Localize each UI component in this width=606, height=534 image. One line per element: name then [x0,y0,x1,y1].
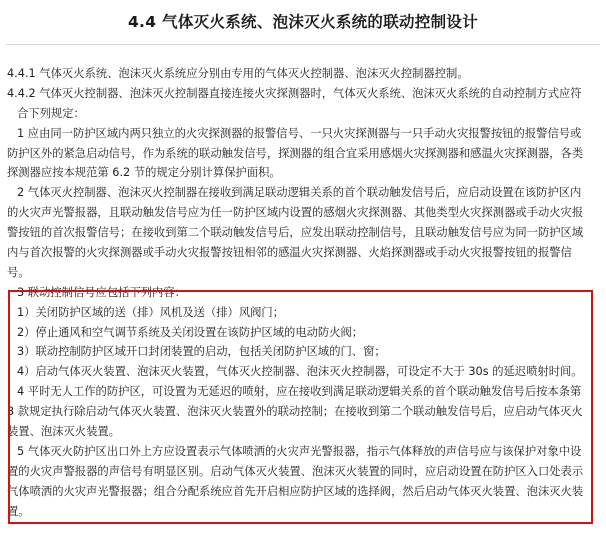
paragraph-line: 3 联动控制信号应包括下列内容： [17,285,186,299]
paragraph-line: 内与首次报警的火灾探测器或手动火灾报警按钮相邻的感温火灾探测器、火焰探测器或手动火灾报警按钮的报警信 [7,246,572,260]
paragraph-line: 警按钮的首次报警信号；在接收到第二个联动触发信号后，应发出联动控制信号，且联动触发信号应为同一防护区域 [7,226,584,240]
title-divider [6,44,600,45]
section-title: 4.4 气体灭火系统、泡沫灭火系统的联动控制设计 [127,13,479,31]
paragraph-line: 置。 [7,504,30,518]
paragraph-line: 3 款规定执行除启动气体灭火装置、泡沫灭火装置外的联动控制；在接收到第二个联动触发信号后，应启动气体灭火 [7,405,583,419]
paragraph-line: 号。 [7,265,30,279]
paragraph-line: 5 气体灭火防护区出口外上方应设置表示气体喷洒的火灾声光警报器，指示气体释放的声信号应与该保护对象中设 [17,444,582,458]
paragraph-line: 合下列规定： [17,106,85,120]
paragraph-line: 2 气体灭火控制器、泡沫灭火控制器在接收到满足联动逻辑关系的首个联动触发信号后，应启动设置在该防护区内 [17,186,582,200]
paragraph-line: 防护区外的紧急启动信号，作为系统的联动触发信号，探测器的组合宜采用感烟火灾探测器和感温火灾探测器，各类 [7,146,584,160]
document-body [7,64,595,521]
paragraph-line: 2）停止通风和空气调节系统及关闭设置在该防护区域的电动防火阀； [17,325,364,339]
paragraph-line: 置的火灾声警报器的声信号有明显区别。启动气体灭火装置、泡沫灭火装置的同时，应启动设置在防护区入口处表示 [7,464,584,478]
paragraph-line: 3）联动控制防护区域开口封闭装置的启动，包括关闭防护区域的门、窗； [17,345,386,359]
paragraph-line: 1 应由同一防护区域内两只独立的火灾探测器的报警信号、一只火灾探测器与一只手动火灾报警按钮的报警信号或 [17,126,582,140]
paragraph-line: 装置、泡沫灭火装置。 [7,425,120,439]
paragraph-line: 的火灾声光警报器，且联动触发信号应为任一防护区域内设置的感烟火灾探测器、其他类型火灾探测器或手动火灾报 [7,206,584,220]
paragraph-line: 1）关闭防护区域的送（排）风机及送（排）风阀门； [17,305,285,319]
paragraph-line: 4 平时无人工作的防护区，可设置为无延迟的喷射，应在接收到满足联动逻辑关系的首个联动触发信号后按本条第 [17,385,582,399]
paragraph-line: 探测器应按本规范第 6.2 节的规定分别计算保护面积。 [7,166,281,180]
paragraph-line: 4）启动气体灭火装置、泡沫灭火装置，气体灭火控制器、泡沫灭火控制器，可设定不大于 30s 的延迟喷射时间。 [17,365,583,379]
paragraph-line: 4.4.1 气体灭火系统、泡沫灭火系统应分别由专用的气体灭火控制器、泡沫灭火控制器控制。 [7,67,469,80]
paragraph-line: 4.4.2 气体灭火控制器、泡沫灭火控制器直接连接火灾探测器时，气体灭火系统、泡沫灭火系统的自动控制方式应符 [7,86,582,100]
paragraph-line: 气体喷洒的火灾声光警报器；组合分配系统应首先开启相应防护区域的选择阀，然后启动气体灭火装置、泡沫灭火装 [7,484,584,498]
